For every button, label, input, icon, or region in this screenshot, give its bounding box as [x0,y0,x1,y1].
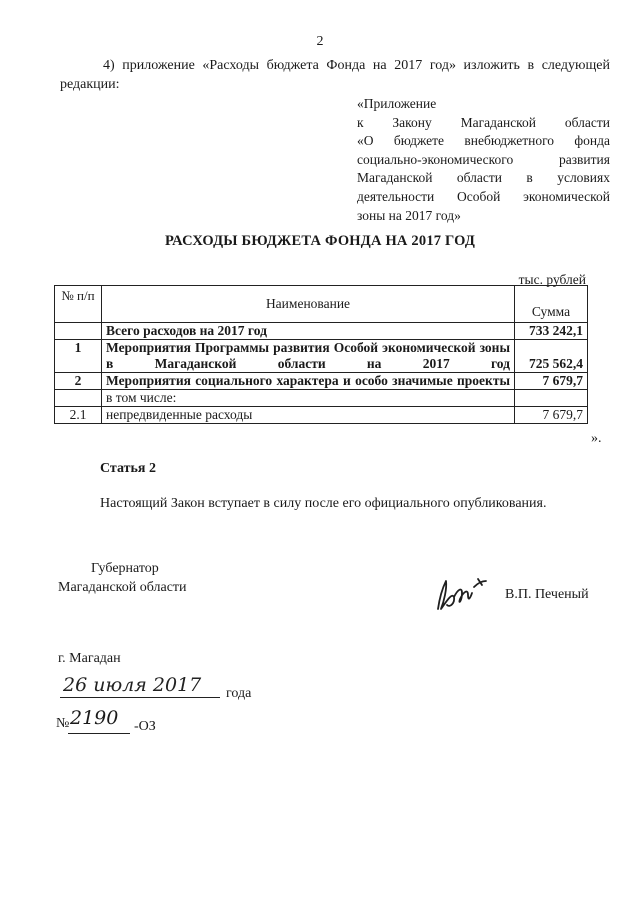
row-sum: 7 679,7 [515,407,588,424]
handwritten-date: 26 июля 2017 [63,674,202,696]
unit-label: тыс. рублей [518,272,586,287]
row-number: 2 [55,373,102,390]
row-name: непредвиденные расходы [102,407,515,424]
row-sum: 725 562,4 [515,340,588,373]
governor-name: В.П. Печеный [505,587,589,602]
table-close-quote: ». [591,431,602,446]
row-number [55,323,102,340]
table-row [55,373,588,390]
handwritten-signature [432,575,502,615]
table-row [55,323,588,340]
row-sum [515,390,588,407]
page-number: 2 [316,34,324,49]
number-underline [68,733,130,734]
date-underline [60,697,220,698]
row-number [55,390,102,407]
handwritten-number: 2190 [70,707,119,729]
appendix-line: «Приложение [357,96,437,111]
appendix-line: «О бюджете внебюджетного фонда [357,133,610,149]
document-title: РАСХОДЫ БЮДЖЕТА ФОНДА НА 2017 ГОД [164,233,476,249]
table-row [55,340,588,373]
header-name: Наименование [102,286,515,323]
row-number: 1 [55,340,102,373]
intro-paragraph: 4) приложение «Расходы бюджета Фонда на 2017 год» изложить в следующей редакции: [60,58,610,92]
row-name: Всего расходов на 2017 год [102,323,515,340]
header-sum: Сумма [515,286,588,323]
number-suffix: -ОЗ [134,719,156,734]
table-header-row [55,286,588,323]
row-name: Мероприятия Программы развития Особой экономической зоны в Магаданской области на 2017 год [102,340,515,373]
article-text: Настоящий Закон вступает в силу после его официального опубликования. [100,496,547,511]
row-name: в том числе: [102,390,515,407]
row-sum: 733 242,1 [515,323,588,340]
appendix-reference [357,95,610,225]
row-number: 2.1 [55,407,102,424]
appendix-line: зоны на 2017 год» [357,207,461,223]
row-sum: 7 679,7 [515,373,588,390]
governor-title: Губернатор [91,561,159,576]
governor-region: Магаданской области [58,580,187,595]
table-row [55,390,588,407]
header-number: № п/п [55,286,102,323]
appendix-line: деятельности Особой экономической [357,188,610,204]
table-row [55,407,588,424]
city-label: г. Магадан [58,651,121,666]
date-suffix: года [226,686,252,701]
appendix-line: социально-экономического развития [357,151,610,167]
article-title: Статья 2 [100,461,156,476]
number-sign: № [56,716,70,731]
appendix-line: Магаданской области в условиях [357,170,610,186]
row-name: Мероприятия социального характера и особо значимые проекты [102,373,515,390]
appendix-line: к Закону Магаданской области [357,114,610,130]
expenses-table [54,285,588,424]
